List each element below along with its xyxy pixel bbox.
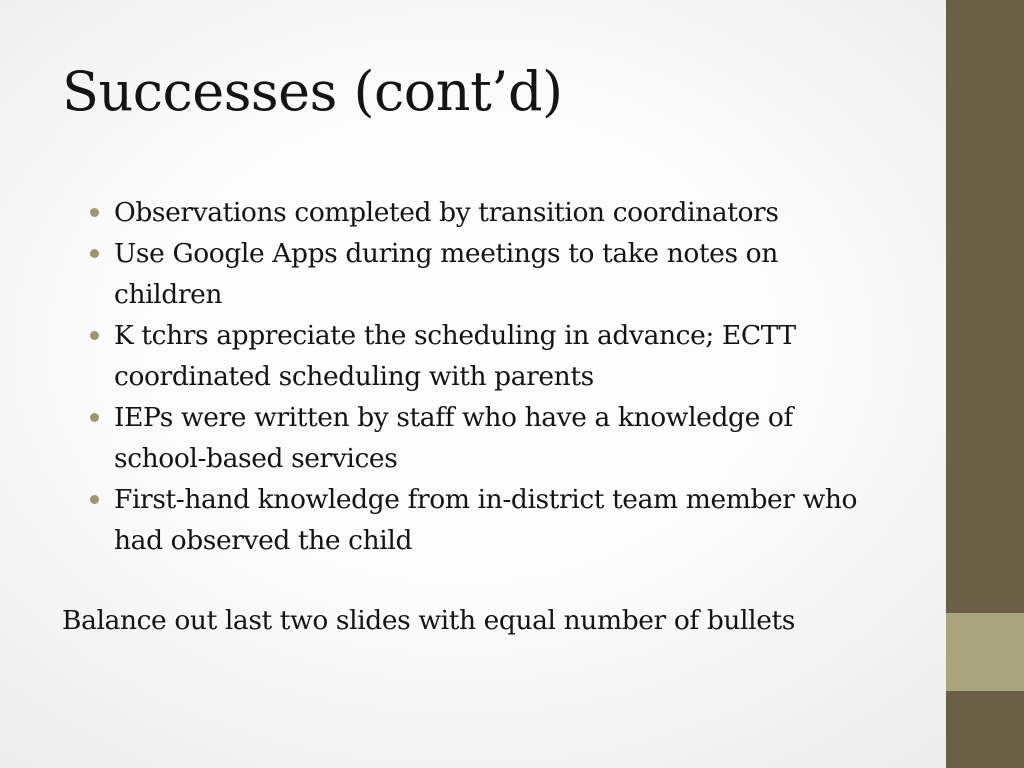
- side-bar-dark-bottom: [946, 691, 1024, 768]
- bullet-item: [90, 479, 890, 561]
- bullet-item: [90, 192, 890, 233]
- bullet-dot-icon: [90, 413, 99, 422]
- bullet-dot-icon: [90, 495, 99, 504]
- bullet-dot-icon: [90, 249, 99, 258]
- bullet-item: [90, 397, 890, 479]
- bullet-list: [90, 192, 890, 561]
- bullet-item: [90, 233, 890, 315]
- slide-title: Successes (cont’d): [62, 60, 563, 123]
- bullet-dot-icon: [90, 208, 99, 217]
- bullet-text: K tchrs appreciate the scheduling in advance; ECTT coordinated scheduling with parents: [114, 320, 796, 392]
- side-bar-dark-top: [946, 0, 1024, 613]
- bullet-text: First-hand knowledge from in-district team member who had observed the child: [114, 484, 858, 556]
- bullet-text: Observations completed by transition coordinators: [114, 197, 779, 228]
- slide-note: Balance out last two slides with equal number of bullets: [62, 605, 795, 636]
- side-accent-bar: [946, 0, 1024, 768]
- bullet-dot-icon: [90, 331, 99, 340]
- bullet-text: Use Google Apps during meetings to take notes on children: [114, 238, 778, 310]
- bullet-text: IEPs were written by staff who have a knowledge of school-based services: [114, 402, 793, 474]
- bullet-item: [90, 315, 890, 397]
- side-bar-light-block: [946, 613, 1024, 691]
